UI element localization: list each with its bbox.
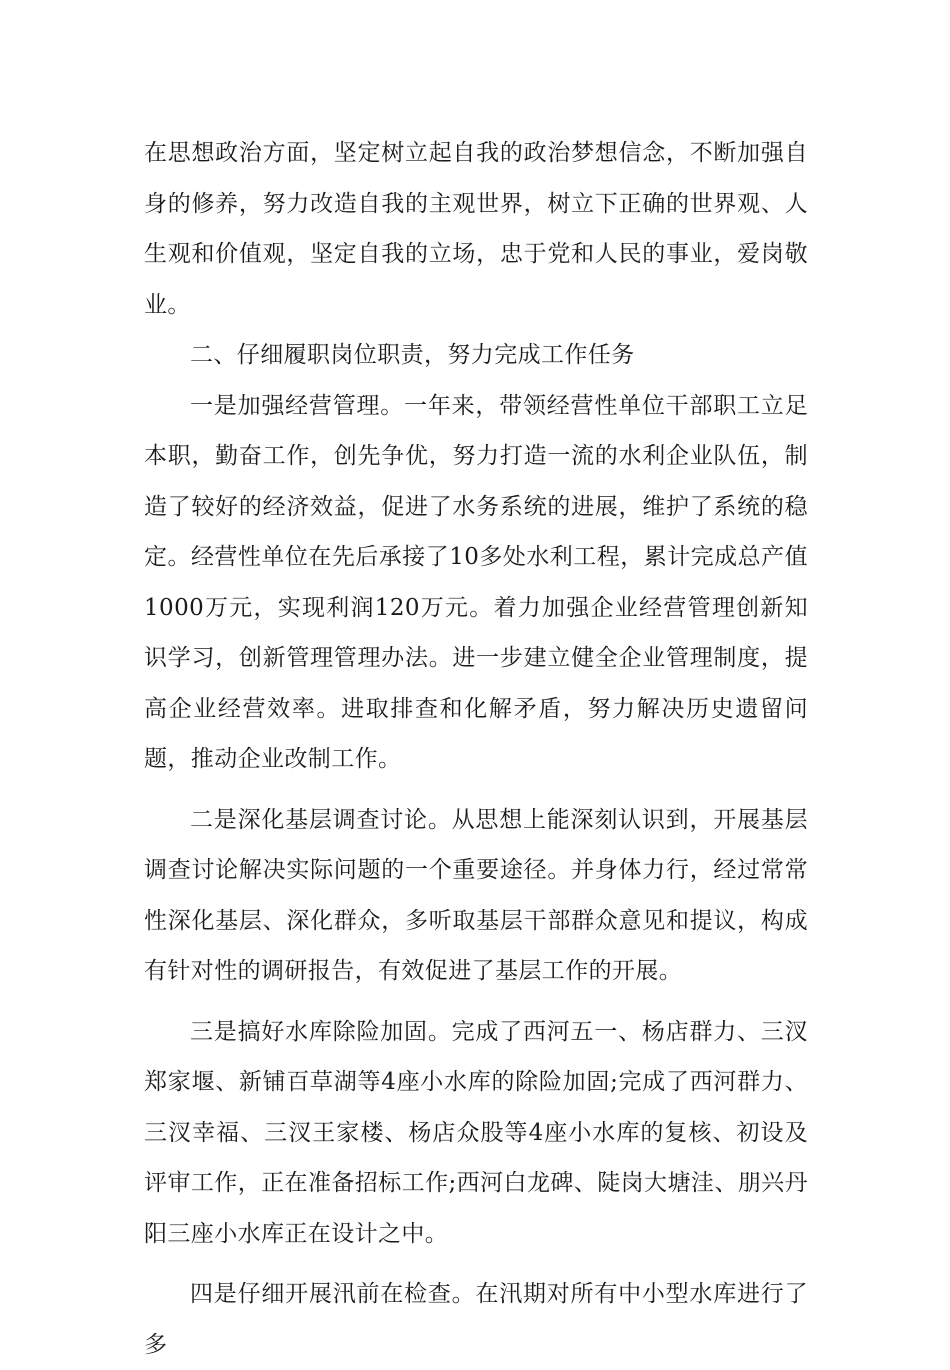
paragraph-political-ideology: 在思想政治方面，坚定树立起自我的政治梦想信念，不断加强自身的修养，努力改造自我的主观世界，树立下正确的世界观、人生观和价值观，坚定自我的立场，忠于党和人民的事业，爱岗敬业。 (144, 140, 808, 318)
paragraph-grassroots-research: 二是深化基层调查讨论。从思想上能深刻认识到，开展基层调查讨论解决实际问题的一个重要途径。并身体力行，经过常常性深化基层、深化群众，多听取基层干部群众意见和提议，构成有针对性的调研报告，有效促进了基层工作的开展。 (144, 806, 808, 984)
paragraph-business-management: 一是加强经营管理。一年来，带领经营性单位干部职工立足本职，勤奋工作，创先争优，努力打造一流的水利企业队伍，制造了较好的经济效益，促进了水务系统的进展，维护了系统的稳定。经营性单位在先后承接了10多处水利工程，累计完成总产值1000万元，实现利润120万元。着力加强企业经营管理创新知识学习，创新管理管理办法。进一步建立健全企业管理制度，提高企业经营效率。进取排查和化解矛盾，努力解决历史遗留问题，推动企业改制工作。 (144, 392, 808, 772)
section-heading-job-duties: 二、仔细履职岗位职责，努力完成工作任务 (190, 342, 635, 368)
paragraph-reservoir-reinforcement: 三是搞好水库除险加固。完成了西河五一、杨店群力、三汊郑家堰、新铺百草湖等4座小水库的除险加固;完成了西河群力、三汊幸福、三汊王家楼、杨店众股等4座小水库的复核、初设及评审工作，正在准备招标工作;西河白龙碑、陡岗大塘洼、朋兴丹阳三座小水库正在设计之中。 (144, 1018, 808, 1247)
paragraph-flood-inspection: 四是仔细开展汛前在检查。在汛期对所有中小型水库进行了多 (144, 1281, 808, 1358)
document-body (144, 128, 808, 1370)
